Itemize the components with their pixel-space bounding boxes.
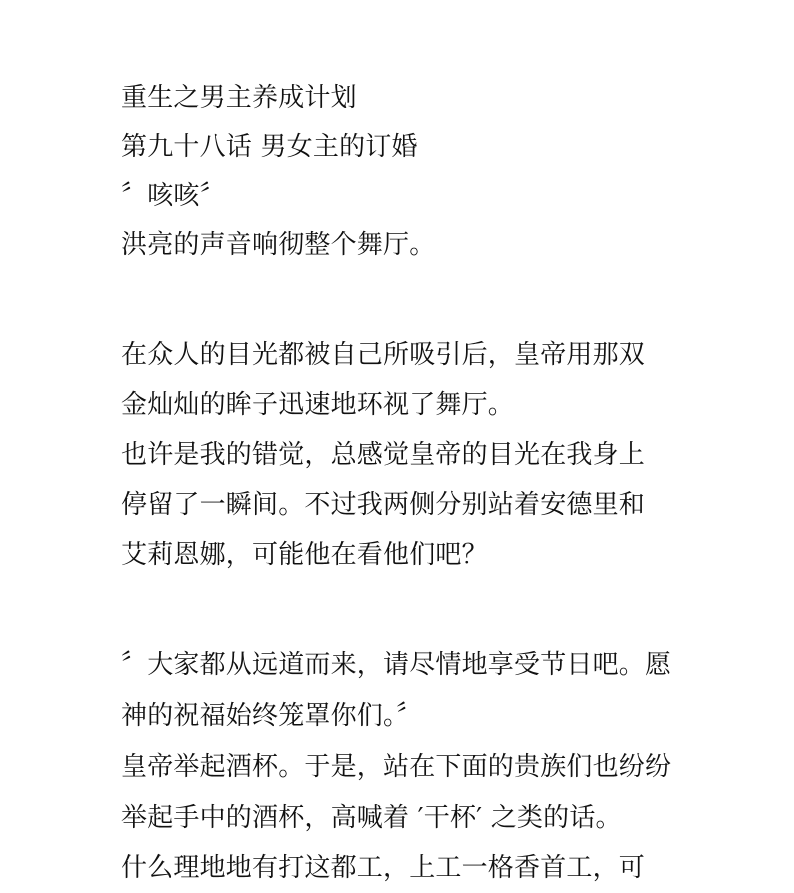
cutoff-line: 什么理地地有打这都工，上工一格香首工，可 [121, 853, 646, 883]
paragraph-2-line-1: 在众人的目光都被自己所吸引后，皇帝用那双 [121, 340, 646, 370]
paragraph-3-line-4: 举起手中的酒杯，高喊着 ′干杯′ 之类的话。 [121, 803, 622, 833]
paragraph-2-line-4: 停留了一瞬间。不过我两侧分别站着安德里和 [121, 490, 646, 520]
paragraph-2-line-3: 也许是我的错觉，总感觉皇帝的目光在我身上 [121, 440, 646, 470]
paragraph-2-line-5: 艾莉恩娜，可能他在看他们吧？ [121, 540, 488, 570]
paragraph-3-line-1: 〞大家都从远道而来，请尽情地享受节日吧。愿 [121, 650, 672, 680]
paragraph-3-line-2: 神的祝福始终笼罩你们。〞 [121, 701, 423, 731]
chapter-heading: 第九十八话 男女主的订婚 [121, 132, 418, 162]
document-body [121, 74, 761, 883]
paragraph-1-line-1: 〞咳咳〞 [121, 181, 226, 211]
document-title: 重生之男主养成计划 [121, 83, 357, 113]
paragraph-2-line-2: 金灿灿的眸子迅速地环视了舞厅。 [121, 390, 515, 420]
paragraph-1-line-2: 洪亮的声音响彻整个舞厅。 [121, 230, 436, 260]
paragraph-gap [121, 270, 761, 330]
paragraph-3-line-3: 皇帝举起酒杯。于是，站在下面的贵族们也纷纷 [121, 752, 672, 782]
paragraph-gap [121, 580, 761, 640]
